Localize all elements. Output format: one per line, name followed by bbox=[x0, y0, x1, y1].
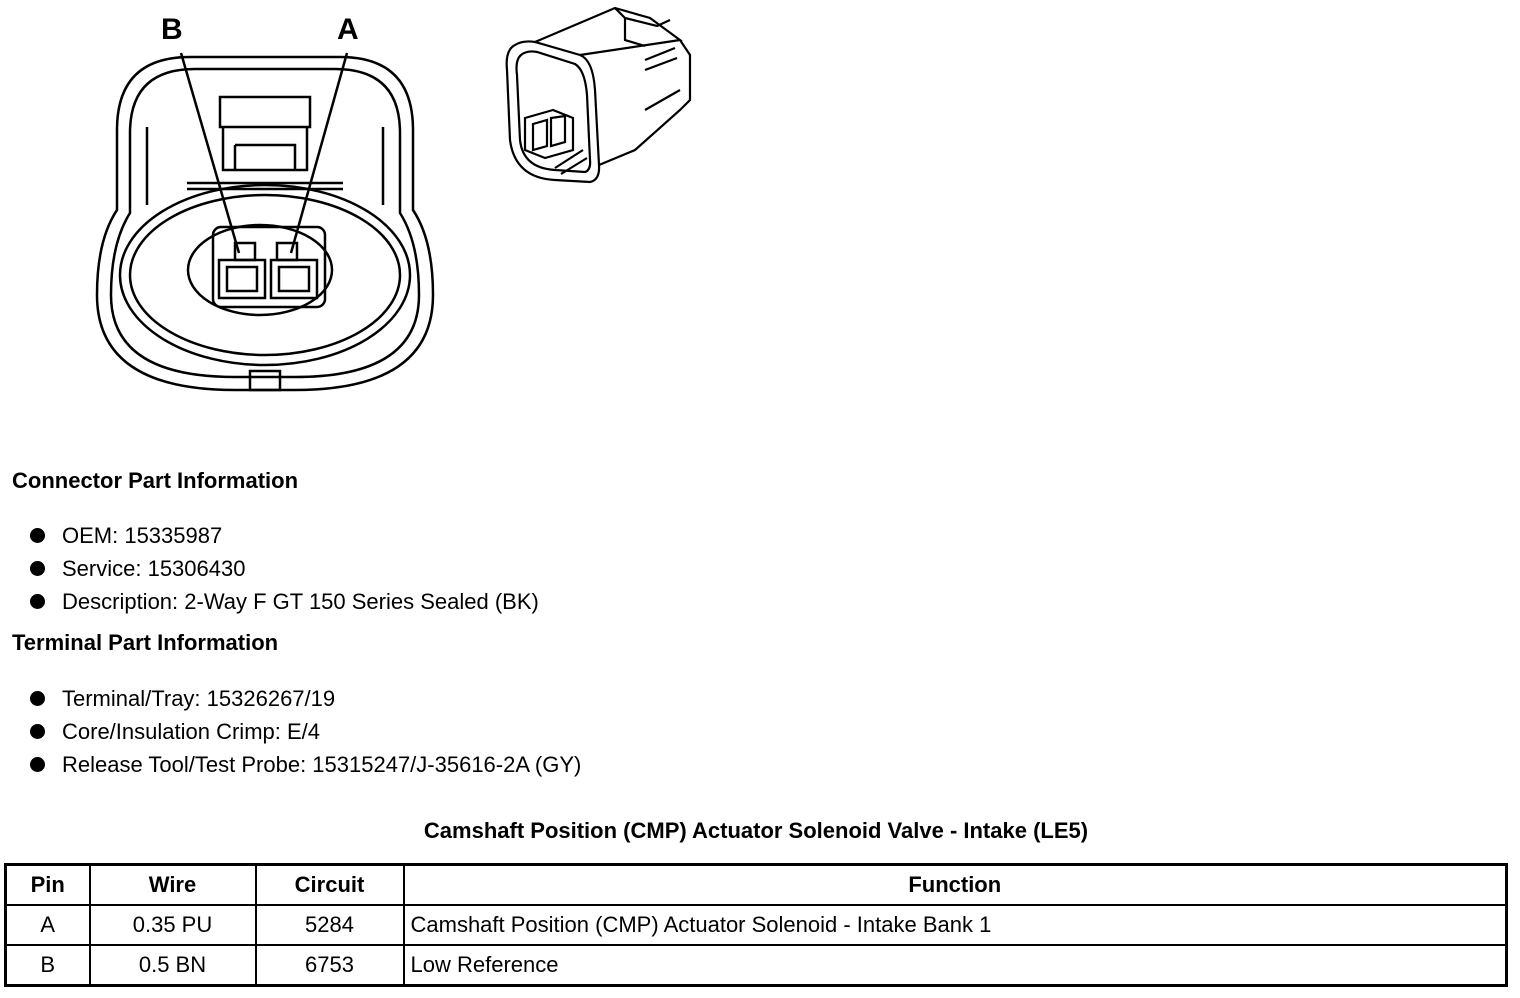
cell-circuit: 6753 bbox=[256, 945, 404, 986]
connector-service: Service: 15306430 bbox=[62, 556, 246, 581]
list-item bbox=[28, 552, 539, 585]
iso-ribs bbox=[555, 48, 680, 174]
bullet-icon bbox=[30, 561, 45, 576]
pin-label-a: A bbox=[337, 13, 359, 46]
pin-table bbox=[4, 863, 1508, 987]
bullet-icon bbox=[30, 528, 45, 543]
connector-oem: OEM: 15335987 bbox=[62, 523, 223, 548]
keyway-notch bbox=[250, 371, 280, 390]
cell-function: Camshaft Position (CMP) Actuator Solenoid - Intake Bank 1 bbox=[404, 905, 1507, 945]
cell-circuit: 5284 bbox=[256, 905, 404, 945]
header-circuit: Circuit bbox=[256, 865, 404, 906]
bullet-icon bbox=[30, 757, 45, 772]
list-item bbox=[28, 748, 581, 781]
terminal-tray: Terminal/Tray: 15326267/19 bbox=[62, 686, 336, 711]
iso-face-terminals bbox=[525, 110, 573, 158]
terminal-info-list bbox=[28, 682, 581, 781]
header-wire: Wire bbox=[90, 865, 256, 906]
cell-wire: 0.5 BN bbox=[90, 945, 256, 986]
list-item bbox=[28, 682, 581, 715]
connector-description: Description: 2-Way F GT 150 Series Sealed (BK) bbox=[62, 589, 539, 614]
leader-line-a bbox=[291, 53, 347, 253]
table-header-row bbox=[6, 865, 1507, 906]
list-item bbox=[28, 715, 581, 748]
table-row bbox=[6, 905, 1507, 945]
header-pin: Pin bbox=[6, 865, 90, 906]
pin-table-title: Camshaft Position (CMP) Actuator Solenoid Valve - Intake (LE5) bbox=[423, 818, 1089, 843]
connector-info-list bbox=[28, 519, 539, 618]
iso-shell-front bbox=[507, 41, 599, 182]
connector-face-drawing bbox=[95, 5, 435, 400]
connector-info-title: Connector Part Information bbox=[12, 468, 299, 493]
cell-pin: B bbox=[6, 945, 90, 986]
terminal-info-title: Terminal Part Information bbox=[12, 630, 279, 655]
cell-wire: 0.35 PU bbox=[90, 905, 256, 945]
leader-line-b bbox=[181, 53, 239, 253]
iso-shell-inner bbox=[517, 51, 591, 172]
latch-step bbox=[235, 145, 295, 170]
latch-top bbox=[220, 97, 310, 127]
cavity-housing bbox=[188, 225, 332, 315]
pin-label-b: B bbox=[161, 13, 183, 46]
terminal-b bbox=[227, 267, 257, 291]
bullet-icon bbox=[30, 594, 45, 609]
connector-inner-shell bbox=[111, 69, 419, 377]
terminal-a bbox=[279, 267, 309, 291]
header-function: Function bbox=[404, 865, 1507, 906]
bullet-icon bbox=[30, 724, 45, 739]
list-item bbox=[28, 585, 539, 618]
bullet-icon bbox=[30, 691, 45, 706]
list-item bbox=[28, 519, 539, 552]
connector-iso-drawing bbox=[495, 0, 705, 185]
terminal-release-tool: Release Tool/Test Probe: 15315247/J-35616-2A (GY) bbox=[62, 752, 582, 777]
table-row bbox=[6, 945, 1507, 986]
cell-pin: A bbox=[6, 905, 90, 945]
cell-function: Low Reference bbox=[404, 945, 1507, 986]
terminal-crimp: Core/Insulation Crimp: E/4 bbox=[62, 719, 320, 744]
